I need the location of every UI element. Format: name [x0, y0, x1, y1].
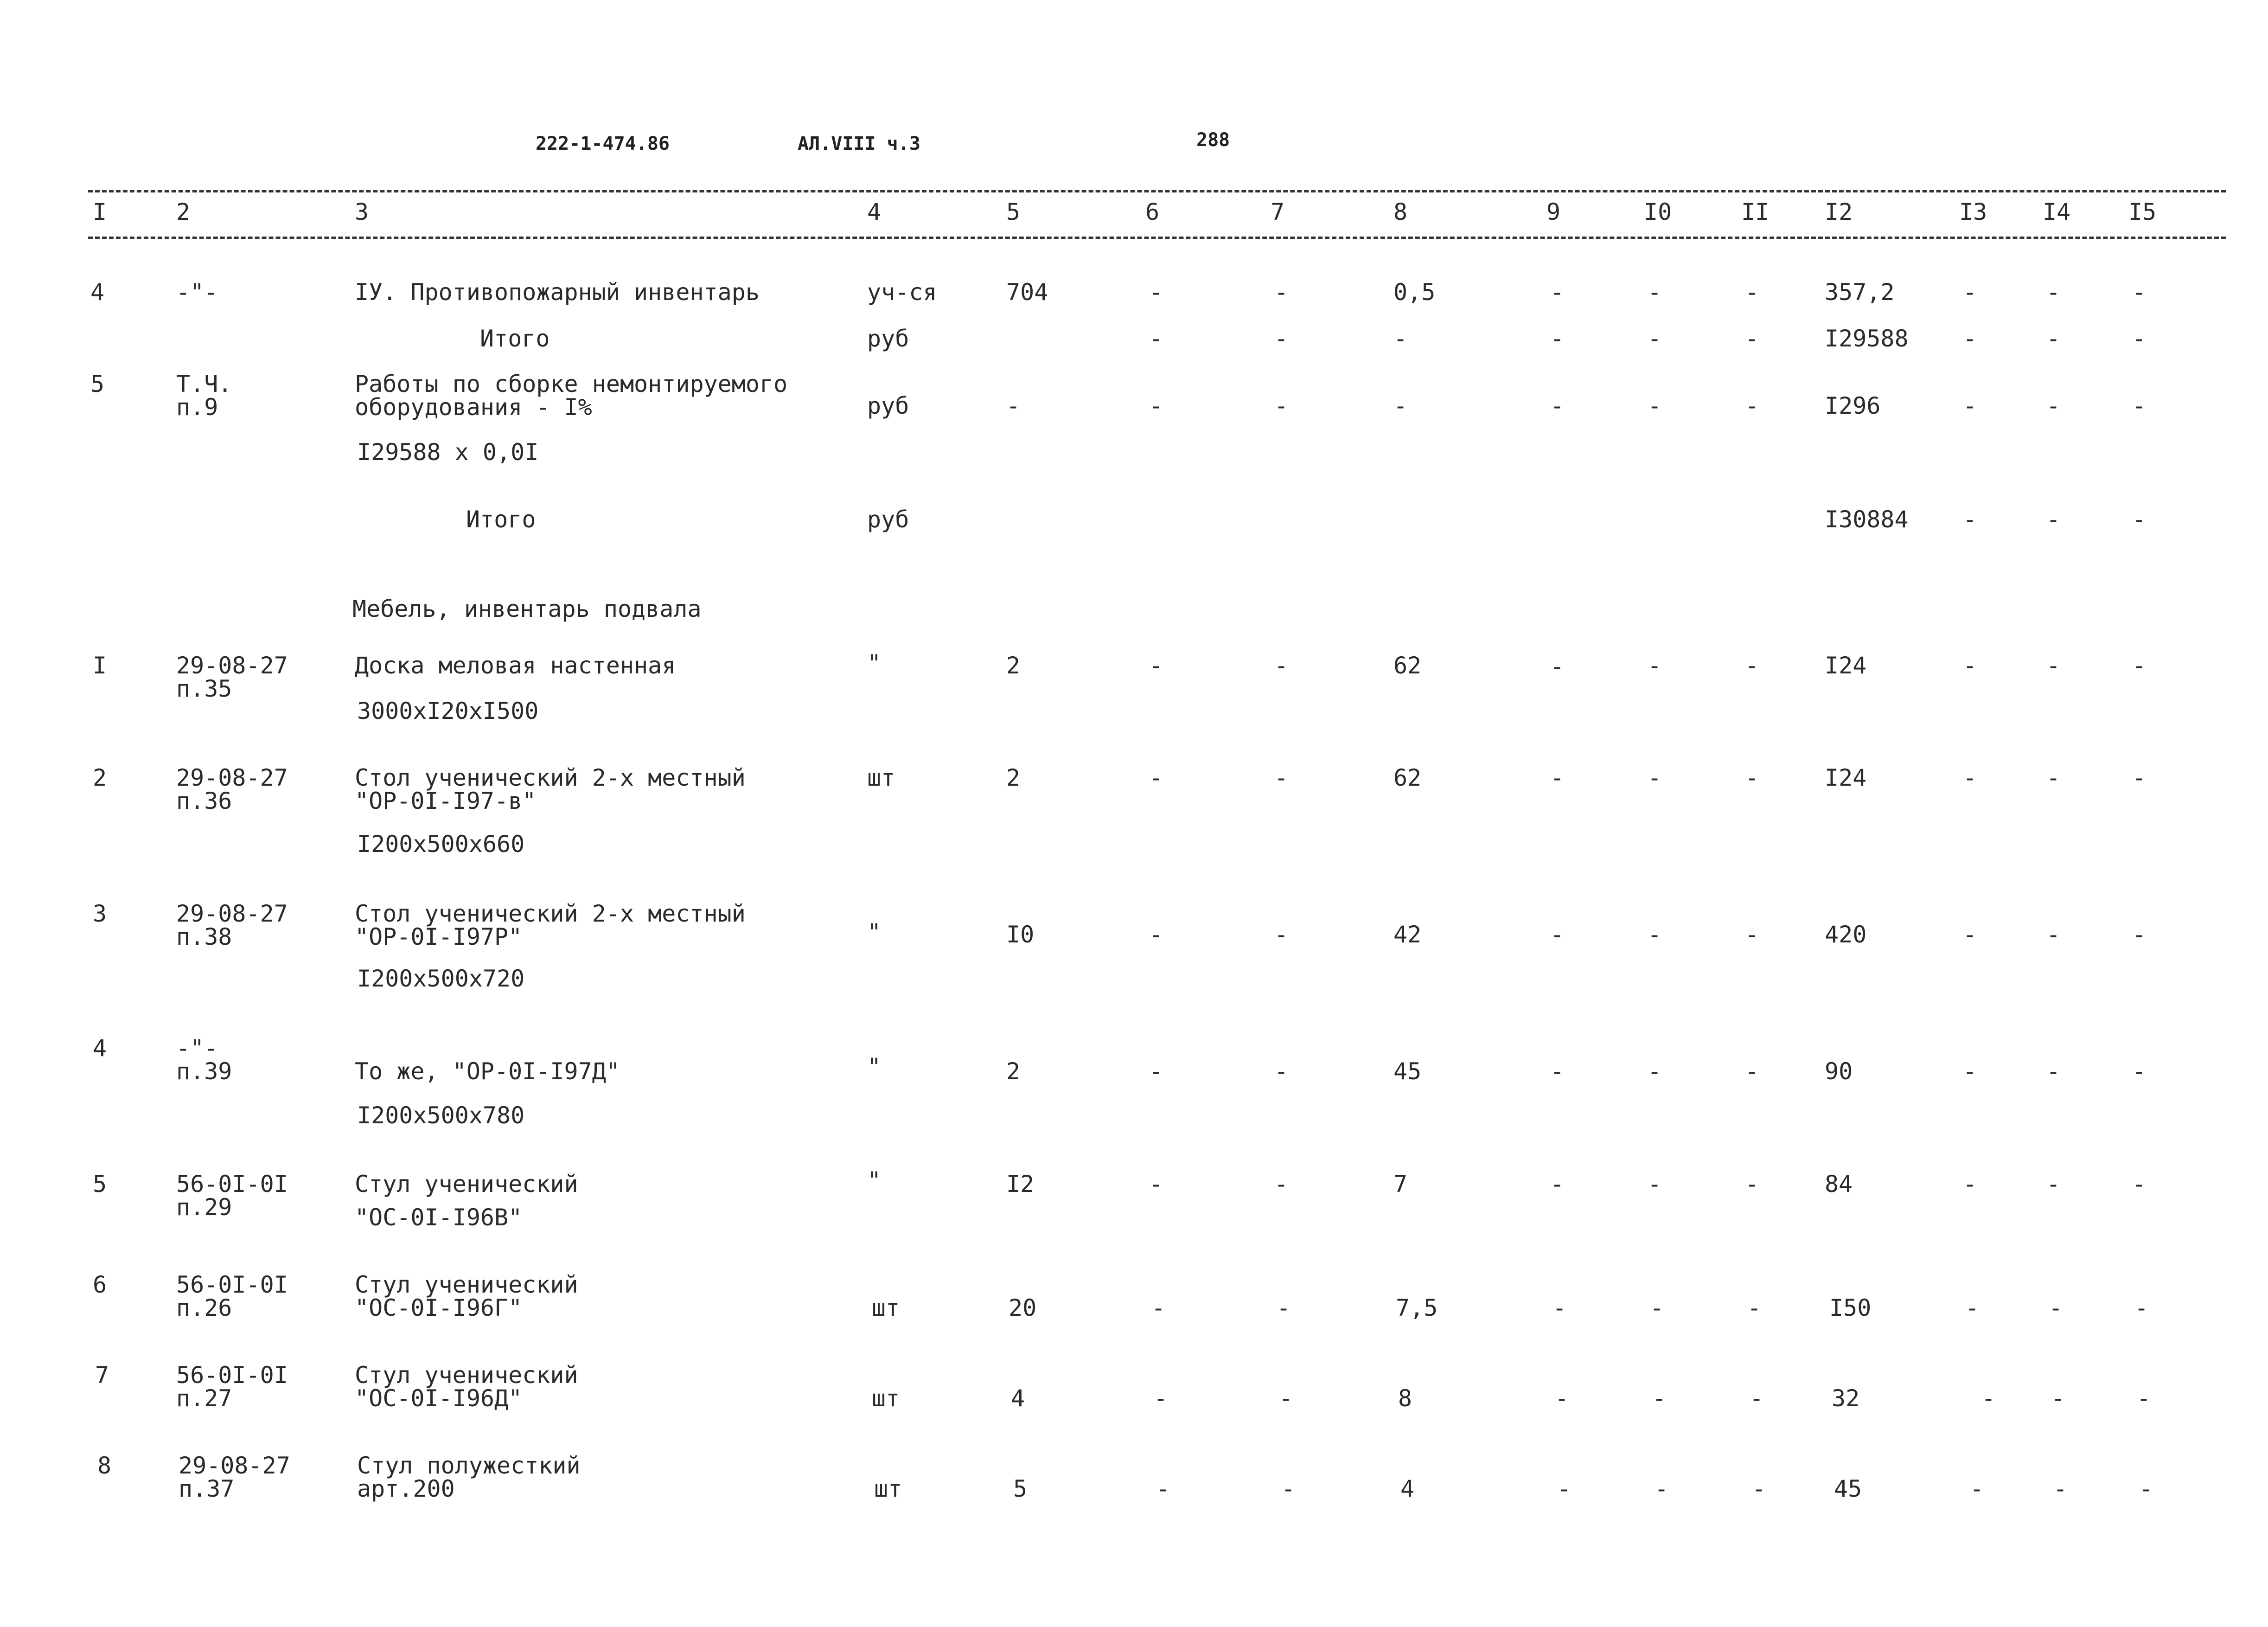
item-name: IУ. Противопожарный инвентарь: [355, 279, 760, 306]
empty-cell-dash: -: [1648, 652, 1662, 679]
subtotal-label: Итого: [480, 325, 550, 352]
empty-cell-dash: -: [1274, 392, 1289, 419]
total-cost: 357,2: [1825, 279, 1895, 306]
unit-price: 7: [1393, 1171, 1408, 1198]
empty-cell-dash: -: [1963, 279, 1977, 306]
empty-cell-dash: -: [1963, 325, 1977, 352]
empty-cell-dash: -: [1281, 1475, 1296, 1502]
empty-cell-dash: -: [1745, 1171, 1759, 1198]
reference-code: 29-08-27: [176, 900, 288, 927]
empty-cell-dash: -: [1156, 1475, 1170, 1502]
quantity: 20: [1009, 1294, 1037, 1321]
empty-cell-dash: -: [1648, 392, 1662, 419]
subtotal-value: I29588: [1825, 325, 1909, 352]
total-cost: 32: [1832, 1385, 1860, 1412]
empty-cell-dash: -: [1552, 1294, 1567, 1321]
empty-cell-dash: -: [1745, 652, 1759, 679]
empty-cell-dash: -: [1550, 764, 1565, 791]
item-model: арт.200: [357, 1475, 455, 1502]
empty-cell-dash: -: [2134, 1294, 2149, 1321]
item-dimensions: I200x500x780: [357, 1102, 525, 1129]
empty-cell-dash: -: [1149, 325, 1163, 352]
row-number: 4: [90, 279, 105, 306]
column-header-2: 2: [176, 199, 191, 225]
empty-cell-dash: -: [1750, 1385, 1764, 1412]
empty-cell-dash: -: [1149, 652, 1163, 679]
empty-cell-dash: -: [1006, 392, 1021, 419]
total-cost: 420: [1825, 921, 1867, 948]
total-cost: I296: [1825, 392, 1881, 419]
empty-cell-dash: -: [1970, 1475, 1984, 1502]
reference-code: 56-0I-0I: [176, 1171, 288, 1198]
empty-cell-dash: -: [1963, 764, 1977, 791]
unit: шт: [872, 1385, 900, 1412]
empty-cell-dash: -: [2046, 652, 2061, 679]
unit-price: 42: [1393, 921, 1422, 948]
empty-cell-dash: -: [1652, 1385, 1667, 1412]
item-name: Стул полужесткий: [357, 1452, 581, 1479]
empty-cell-dash: -: [1745, 279, 1759, 306]
row-number: 5: [93, 1171, 107, 1198]
unit-price: 62: [1393, 652, 1422, 679]
unit-price: 62: [1393, 764, 1422, 791]
empty-cell-dash: -: [1550, 653, 1565, 680]
empty-cell-dash: -: [1149, 1171, 1163, 1198]
row-number: 6: [93, 1271, 107, 1298]
unit: ": [867, 1053, 882, 1080]
unit: ": [867, 650, 882, 677]
reference-clause: п.27: [176, 1385, 232, 1412]
item-name-continued: оборудования - I%: [355, 394, 592, 421]
empty-cell-dash: -: [1550, 921, 1565, 948]
reference-clause: п.39: [176, 1058, 232, 1085]
empty-cell-dash: -: [2053, 1475, 2068, 1502]
unit: уч-ся: [867, 279, 937, 306]
row-number: I: [93, 652, 107, 679]
quantity: 2: [1006, 652, 1021, 679]
column-header-7: 7: [1271, 199, 1285, 225]
empty-cell-dash: -: [1279, 1385, 1293, 1412]
total-cost: 45: [1834, 1475, 1862, 1502]
empty-cell-dash: -: [2139, 1475, 2153, 1502]
empty-cell-dash: -: [1277, 1294, 1291, 1321]
item-model: "ОР-0I-I97Р": [355, 923, 523, 950]
empty-cell-dash: -: [1650, 1294, 1664, 1321]
empty-cell-dash: -: [1963, 392, 1977, 419]
item-model: "ОС-0I-I96В": [355, 1204, 523, 1231]
empty-cell-dash: -: [2132, 921, 2147, 948]
document-code: 222-1-474.86: [536, 133, 670, 154]
unit-price: 0,5: [1393, 279, 1436, 306]
empty-cell-dash: -: [1149, 1058, 1163, 1085]
unit: ": [867, 1167, 882, 1194]
item-dimensions: 3000xI20xI500: [357, 698, 539, 724]
quantity: 2: [1006, 764, 1021, 791]
total-value: I30884: [1825, 506, 1909, 533]
column-header-12: I2: [1825, 199, 1853, 225]
empty-cell-dash: -: [1648, 764, 1662, 791]
reference-clause: п.36: [176, 788, 232, 814]
item-dimensions: I200x500x720: [357, 965, 525, 992]
empty-cell-dash: -: [1393, 325, 1408, 352]
empty-cell-dash: -: [1550, 1171, 1565, 1198]
empty-cell-dash: -: [1274, 279, 1289, 306]
empty-cell-dash: -: [1274, 921, 1289, 948]
empty-cell-dash: -: [1963, 1171, 1977, 1198]
item-name: Стол ученический 2-х местный: [355, 764, 746, 791]
empty-cell-dash: -: [2132, 764, 2147, 791]
empty-cell-dash: -: [1981, 1385, 1996, 1412]
item-name: Работы по сборке немонтируемого: [355, 371, 788, 397]
empty-cell-dash: -: [1274, 652, 1289, 679]
empty-cell-dash: -: [1745, 1058, 1759, 1085]
empty-cell-dash: -: [2046, 392, 2061, 419]
empty-cell-dash: -: [1745, 325, 1759, 352]
empty-cell-dash: -: [1752, 1475, 1766, 1502]
row-number: 5: [90, 371, 105, 397]
empty-cell-dash: -: [1550, 279, 1565, 306]
unit: шт: [867, 764, 895, 791]
unit-price: 4: [1400, 1475, 1415, 1502]
empty-cell-dash: -: [1149, 279, 1163, 306]
page-number: 288: [1196, 129, 1230, 151]
empty-cell-dash: -: [1745, 392, 1759, 419]
row-number: 7: [95, 1362, 109, 1389]
total-cost: 84: [1825, 1171, 1853, 1198]
empty-cell-dash: -: [2046, 506, 2061, 533]
reference-code: -"-: [176, 279, 218, 306]
item-model: "ОС-0I-I96Г": [355, 1294, 523, 1321]
empty-cell-dash: -: [2051, 1385, 2065, 1412]
reference-clause: п.26: [176, 1294, 232, 1321]
empty-cell-dash: -: [1965, 1294, 1980, 1321]
item-model: "ОС-0I-I96Д": [355, 1385, 523, 1412]
empty-cell-dash: -: [1154, 1385, 1168, 1412]
empty-cell-dash: -: [1655, 1475, 1669, 1502]
empty-cell-dash: -: [1550, 1058, 1565, 1085]
empty-cell-dash: -: [2046, 279, 2061, 306]
reference-code: 56-0I-0I: [176, 1362, 288, 1389]
row-number: 3: [93, 900, 107, 927]
unit: шт: [874, 1475, 902, 1502]
column-header-4: 4: [867, 199, 882, 225]
empty-cell-dash: -: [1648, 279, 1662, 306]
empty-cell-dash: -: [1648, 921, 1662, 948]
empty-cell-dash: -: [2132, 279, 2147, 306]
unit: руб: [867, 506, 909, 533]
reference-code: Т.Ч.: [176, 371, 232, 397]
total-cost: I50: [1829, 1294, 1872, 1321]
empty-cell-dash: -: [1393, 392, 1408, 419]
empty-cell-dash: -: [2132, 1171, 2147, 1198]
empty-cell-dash: -: [1745, 764, 1759, 791]
empty-cell-dash: -: [2132, 652, 2147, 679]
calculation-formula: I29588 x 0,0I: [357, 439, 539, 466]
empty-cell-dash: -: [1648, 1058, 1662, 1085]
item-name: Стул ученический: [355, 1362, 578, 1389]
unit: шт: [872, 1294, 900, 1321]
empty-cell-dash: -: [2046, 1171, 2061, 1198]
reference-code: 29-08-27: [179, 1452, 290, 1479]
reference-clause: п.38: [176, 923, 232, 950]
empty-cell-dash: -: [2046, 1058, 2061, 1085]
empty-cell-dash: -: [1963, 652, 1977, 679]
quantity: 4: [1011, 1385, 1025, 1412]
column-header-1: I: [93, 199, 107, 225]
empty-cell-dash: -: [2132, 392, 2147, 419]
quantity: 2: [1006, 1058, 1021, 1085]
empty-cell-dash: -: [1555, 1385, 1569, 1412]
empty-cell-dash: -: [1149, 392, 1163, 419]
empty-cell-dash: -: [1149, 921, 1163, 948]
reference-clause: п.29: [176, 1194, 232, 1221]
reference-clause: п.35: [176, 675, 232, 702]
empty-cell-dash: -: [1747, 1294, 1762, 1321]
empty-cell-dash: -: [1149, 764, 1163, 791]
column-header-9: 9: [1546, 199, 1561, 225]
reference-code: 56-0I-0I: [176, 1271, 288, 1298]
total-label: Итого: [466, 506, 536, 533]
unit-price: 45: [1393, 1058, 1422, 1085]
header-rule-top: [88, 190, 2226, 192]
column-header-6: 6: [1145, 199, 1160, 225]
item-model: "ОР-0I-I97-в": [355, 788, 537, 814]
empty-cell-dash: -: [1745, 921, 1759, 948]
empty-cell-dash: -: [2132, 506, 2147, 533]
empty-cell-dash: -: [1963, 1058, 1977, 1085]
empty-cell-dash: -: [1963, 921, 1977, 948]
item-name: Стол ученический 2-х местный: [355, 900, 746, 927]
section-heading: Мебель, инвентарь подвала: [352, 596, 702, 622]
unit: руб: [867, 392, 909, 419]
unit-price: 7,5: [1396, 1294, 1438, 1321]
column-header-13: I3: [1959, 199, 1987, 225]
empty-cell-dash: -: [1963, 506, 1977, 533]
empty-cell-dash: -: [1274, 764, 1289, 791]
header-rule-bottom: [88, 237, 2226, 239]
empty-cell-dash: -: [2046, 325, 2061, 352]
empty-cell-dash: -: [2049, 1294, 2063, 1321]
empty-cell-dash: -: [2137, 1385, 2151, 1412]
reference-code: 29-08-27: [176, 764, 288, 791]
unit-price: 8: [1398, 1385, 1412, 1412]
reference-code: -"-: [176, 1035, 218, 1062]
unit: ": [867, 919, 882, 946]
quantity: I2: [1006, 1171, 1035, 1198]
empty-cell-dash: -: [1550, 325, 1565, 352]
empty-cell-dash: -: [1274, 1171, 1289, 1198]
item-name: То же, "ОР-0I-I97Д": [355, 1058, 620, 1085]
empty-cell-dash: -: [1557, 1475, 1572, 1502]
empty-cell-dash: -: [1274, 325, 1289, 352]
empty-cell-dash: -: [1648, 325, 1662, 352]
empty-cell-dash: -: [2046, 764, 2061, 791]
unit: руб: [867, 325, 909, 352]
total-cost: I24: [1825, 764, 1867, 791]
quantity: I0: [1006, 921, 1035, 948]
row-number: 2: [93, 764, 107, 791]
quantity: 5: [1013, 1475, 1028, 1502]
column-header-10: I0: [1644, 199, 1672, 225]
total-cost: 90: [1825, 1058, 1853, 1085]
album-reference: АЛ.VIII ч.3: [798, 133, 920, 154]
reference-clause: п.9: [176, 394, 218, 421]
column-header-5: 5: [1006, 199, 1021, 225]
empty-cell-dash: -: [2132, 1058, 2147, 1085]
item-name: Доска меловая настенная: [355, 652, 676, 679]
item-name: Стул ученический: [355, 1171, 578, 1198]
column-header-8: 8: [1393, 199, 1408, 225]
column-header-3: 3: [355, 199, 369, 225]
total-cost: I24: [1825, 652, 1867, 679]
empty-cell-dash: -: [1151, 1294, 1166, 1321]
reference-clause: п.37: [179, 1475, 235, 1502]
quantity: 704: [1006, 279, 1048, 306]
empty-cell-dash: -: [2132, 325, 2147, 352]
row-number: 4: [93, 1035, 107, 1062]
empty-cell-dash: -: [2046, 921, 2061, 948]
reference-code: 29-08-27: [176, 652, 288, 679]
row-number: 8: [97, 1452, 112, 1479]
empty-cell-dash: -: [1648, 1171, 1662, 1198]
column-header-15: I5: [2128, 199, 2157, 225]
column-header-14: I4: [2043, 199, 2071, 225]
item-dimensions: I200x500x660: [357, 831, 525, 858]
empty-cell-dash: -: [1274, 1058, 1289, 1085]
item-name: Стул ученический: [355, 1271, 578, 1298]
column-header-11: II: [1741, 199, 1770, 225]
empty-cell-dash: -: [1550, 392, 1565, 419]
